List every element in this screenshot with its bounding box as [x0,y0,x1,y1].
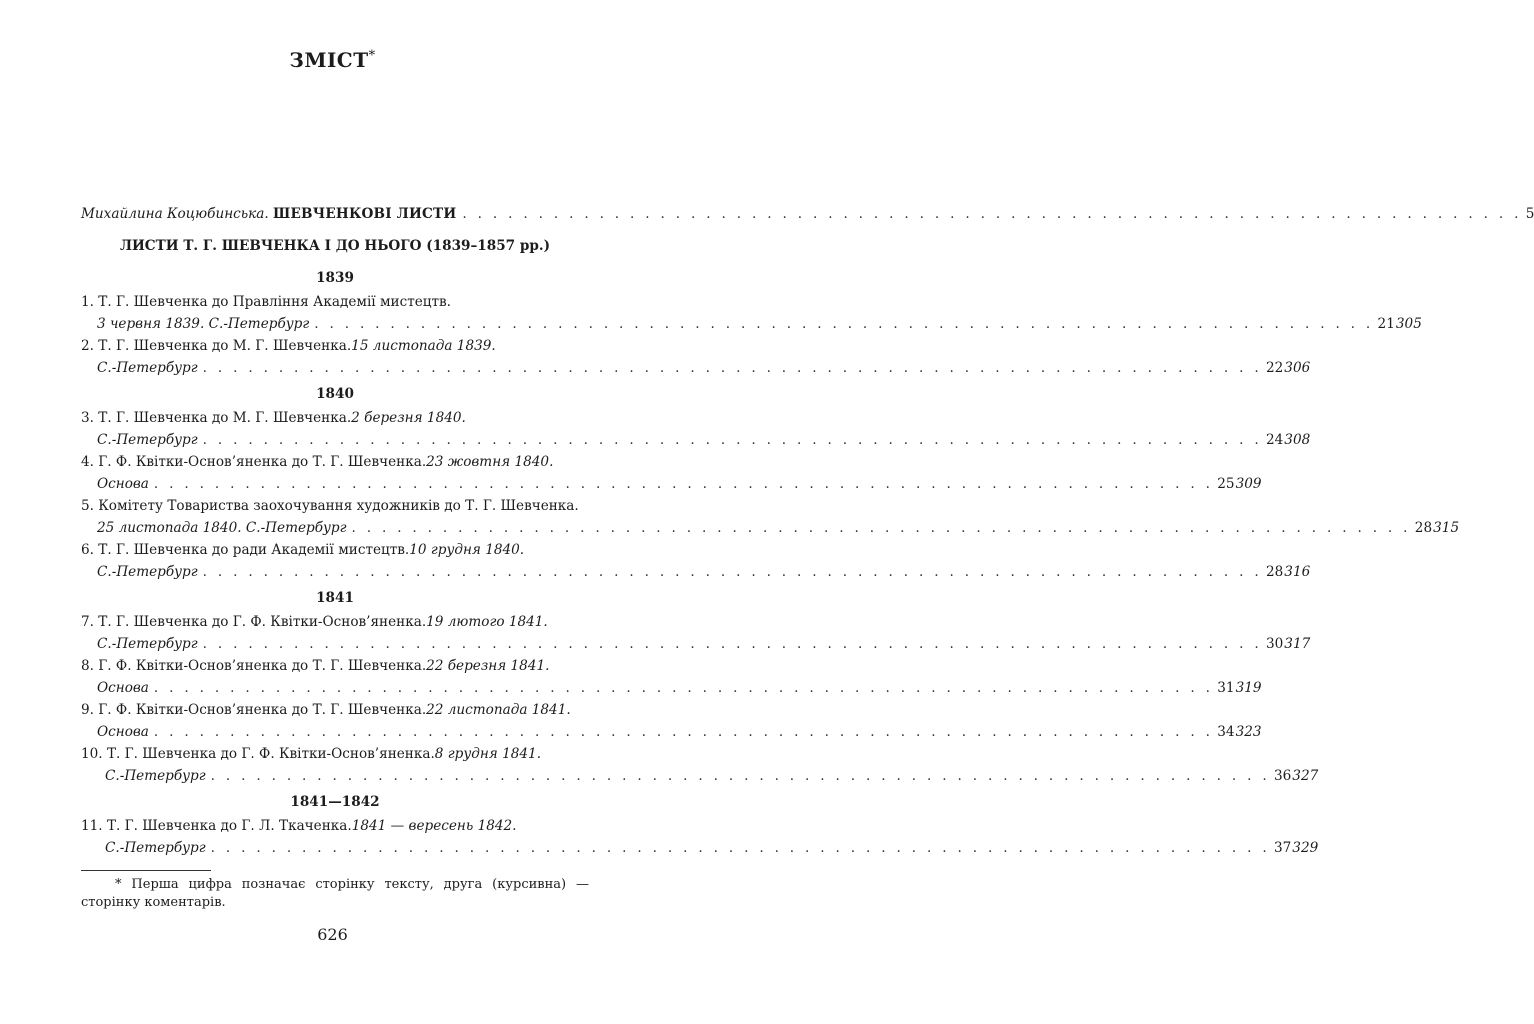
entry-date: 19 лютого 1841. [426,614,548,630]
entry-heading: 7. Т. Г. Шевченка до Г. Ф. Квітки-Основ’яненка. [81,614,427,630]
entry-place: С.-Петербург [97,564,198,580]
leader-dots: . . . . . . . . . . . . . . . . . . . . . . . . . . . . . . . . . . . . . . . . . . . . . . . . . . . . . . . . . . . . . . . . . . . . . . [153,680,1214,696]
entry-heading: 2. Т. Г. Шевченка до М. Г. Шевченка. [81,338,352,354]
toc-entry[interactable] [81,655,1262,699]
entry-comment-page: 306 [1284,360,1311,376]
entry-heading: 10. Т. Г. Шевченка до Г. Ф. Квітки-Основ’яненка. [81,746,435,762]
part-title: ЛИСТИ Т. Г. ШЕВЧЕНКА І ДО НЬОГО (1839–1857 рр.) [119,238,551,254]
toc-entry[interactable] [81,611,1311,655]
entry-comment-page: 305 [1395,316,1422,332]
entry-page: 25 [1217,476,1235,492]
entry-date: 1841 — вересень 1842. [351,818,517,834]
entry-comment-page: 309 [1235,476,1262,492]
entry-place: С.-Петербург [97,636,198,652]
entry-heading: 4. Г. Ф. Квітки-Основ’яненка до Т. Г. Шевченка. [81,454,427,470]
section-year: 1839 [316,270,354,286]
toc-entry[interactable] [81,699,1262,743]
entry-line-1 [81,451,589,473]
entry-date: 10 грудня 1840. [409,542,525,558]
entry-place: С.-Петербург [105,768,206,784]
leader-dots: . . . . . . . . . . . . . . . . . . . . . . . . . . . . . . . . . . . . . . . . . . . . . . . . . . . . . . . . . . . . . . . . . . . . . . [153,724,1214,740]
intro-author: Михайлина Коцюбинська [81,206,265,222]
leader-dots: . . . . . . . . . . . . . . . . . . . . . . . . . . . . . . . . . . . . . . . . . . . . . . . . . . . . . . . . . . . . . . . . . . . . . . [314,316,1374,332]
section-year: 1841 [316,590,354,606]
entry-comment-page: 315 [1433,520,1460,536]
entry-line-1 [81,699,589,721]
section-year: 1841—1842 [290,794,380,810]
entry-comment-page: 316 [1284,564,1311,580]
leader-dots: . . . . . . . . . . . . . . . . . . . . . . . . . . . . . . . . . . . . . . . . . . . . . . . . . . . . . . . . . . . . . . . . . . . . . . [462,206,1522,222]
entry-line-1 [81,611,589,633]
entry-line-2 [81,313,1422,335]
leader-dots: . . . . . . . . . . . . . . . . . . . . . . . . . . . . . . . . . . . . . . . . . . . . . . . . . . . . . . . . . . . . . . . . . . . . . . [202,432,1262,448]
entry-line-2 [81,517,1460,539]
toc-entry[interactable] [81,451,1262,495]
entry-page: 36 [1273,768,1292,784]
intro-separator: . [264,206,269,222]
toc-intro-line[interactable] [81,203,1534,225]
entry-page: 21 [1377,316,1395,332]
entry-place: С.-Петербург [97,360,198,376]
entry-line-1 [81,743,589,765]
entry-date: 8 грудня 1841. [434,746,542,762]
entry-line-2 [81,721,1262,743]
entry-line-1 [81,539,589,561]
toc-entry[interactable] [81,815,1319,859]
entry-line-2 [81,561,1311,583]
leader-dots: . . . . . . . . . . . . . . . . . . . . . . . . . . . . . . . . . . . . . . . . . . . . . . . . . . . . . . . . . . . . . . . . . . . . . . [202,564,1262,580]
entry-heading: 5. Комітету Товариства заохочування художників до Т. Г. Шевченка. [81,498,579,514]
entry-line-2 [81,429,1311,451]
title-footnote-mark: * [368,48,376,64]
entry-heading: 9. Г. Ф. Квітки-Основ’яненка до Т. Г. Шевченка. [81,702,427,718]
toc-entry[interactable] [81,407,1311,451]
entry-page: 24 [1265,432,1284,448]
entry-page: 30 [1265,636,1284,652]
toc-entry[interactable] [81,495,1460,539]
leader-dots: . . . . . . . . . . . . . . . . . . . . . . . . . . . . . . . . . . . . . . . . . . . . . . . . . . . . . . . . . . . . . . . . . . . . . . [210,840,1270,856]
entry-line-1 [81,495,589,517]
footnote-rule [81,870,211,871]
entry-line-2 [81,677,1262,699]
entry-line-2 [81,765,1319,787]
entry-page: 37 [1273,840,1292,856]
entry-comment-page: 327 [1292,768,1319,784]
leader-dots: . . . . . . . . . . . . . . . . . . . . . . . . . . . . . . . . . . . . . . . . . . . . . . . . . . . . . . . . . . . . . . . . . . . . . . [153,476,1214,492]
toc-entry[interactable] [81,743,1319,787]
entry-heading: 1. Т. Г. Шевченка до Правління Академії мистецтв. [81,294,452,310]
entry-place: С.-Петербург [97,432,198,448]
leader-dots: . . . . . . . . . . . . . . . . . . . . . . . . . . . . . . . . . . . . . . . . . . . . . . . . . . . . . . . . . . . . . . . . . . . . . . [202,636,1262,652]
entry-date: 22 березня 1841. [426,658,550,674]
leader-dots: . . . . . . . . . . . . . . . . . . . . . . . . . . . . . . . . . . . . . . . . . . . . . . . . . . . . . . . . . . . . . . . . . . . . . . [202,360,1262,376]
entry-place: 3 червня 1839. С.-Петербург [97,316,310,332]
entry-place: С.-Петербург [105,840,206,856]
entry-heading: 6. Т. Г. Шевченка до ради Академії мистецтв. [81,542,410,558]
entry-heading: 8. Г. Ф. Квітки-Основ’яненка до Т. Г. Шевченка. [81,658,427,674]
entry-line-1 [81,407,589,429]
entry-comment-page: 329 [1292,840,1319,856]
entry-heading: 3. Т. Г. Шевченка до М. Г. Шевченка. [81,410,352,426]
page-number: 626 [317,925,348,944]
entry-place: Основа [97,724,149,740]
toc [81,203,1534,859]
intro-page: 5 [1525,206,1534,222]
entry-comment-page: 317 [1284,636,1311,652]
title-text: ЗМІСТ [289,48,369,72]
section-year: 1840 [316,386,354,402]
entry-line-1 [81,655,589,677]
entry-place: Основа [97,476,149,492]
footnote: * Перша цифра позначає сторінку тексту, друга (курсивна) — сторінку коментарів. [81,877,589,910]
entry-place: 25 листопада 1840. С.-Петербург [97,520,347,536]
toc-entry[interactable] [81,539,1311,583]
toc-entry[interactable] [81,335,1311,379]
intro-title: ШЕВЧЕНКОВІ ЛИСТИ [273,206,457,222]
entry-line-1 [81,815,589,837]
entry-line-1 [81,335,589,357]
entry-date: 15 листопада 1839. [351,338,496,354]
entry-date: 22 листопада 1841. [426,702,571,718]
entry-line-2 [81,837,1319,859]
toc-entry[interactable] [81,291,1422,335]
sections [81,267,1460,859]
entry-comment-page: 308 [1284,432,1311,448]
entry-page: 28 [1265,564,1284,580]
entry-date: 23 жовтня 1840. [426,454,554,470]
leader-dots: . . . . . . . . . . . . . . . . . . . . . . . . . . . . . . . . . . . . . . . . . . . . . . . . . . . . . . . . . . . . . . . . . . . . . . [351,520,1411,536]
entry-line-2 [81,633,1311,655]
page-title [0,48,665,72]
entry-date: 2 березня 1840. [351,410,466,426]
entry-line-1 [81,291,589,313]
entry-place: Основа [97,680,149,696]
entry-comment-page: 323 [1235,724,1262,740]
entry-page: 22 [1265,360,1284,376]
entry-page: 31 [1217,680,1235,696]
entry-page: 28 [1414,520,1433,536]
entry-comment-page: 319 [1235,680,1262,696]
entry-line-2 [81,473,1262,495]
leader-dots: . . . . . . . . . . . . . . . . . . . . . . . . . . . . . . . . . . . . . . . . . . . . . . . . . . . . . . . . . . . . . . . . . . . . . . [210,768,1270,784]
entry-heading: 11. Т. Г. Шевченка до Г. Л. Ткаченка. [81,818,352,834]
entry-page: 34 [1217,724,1235,740]
entry-line-2 [81,357,1311,379]
